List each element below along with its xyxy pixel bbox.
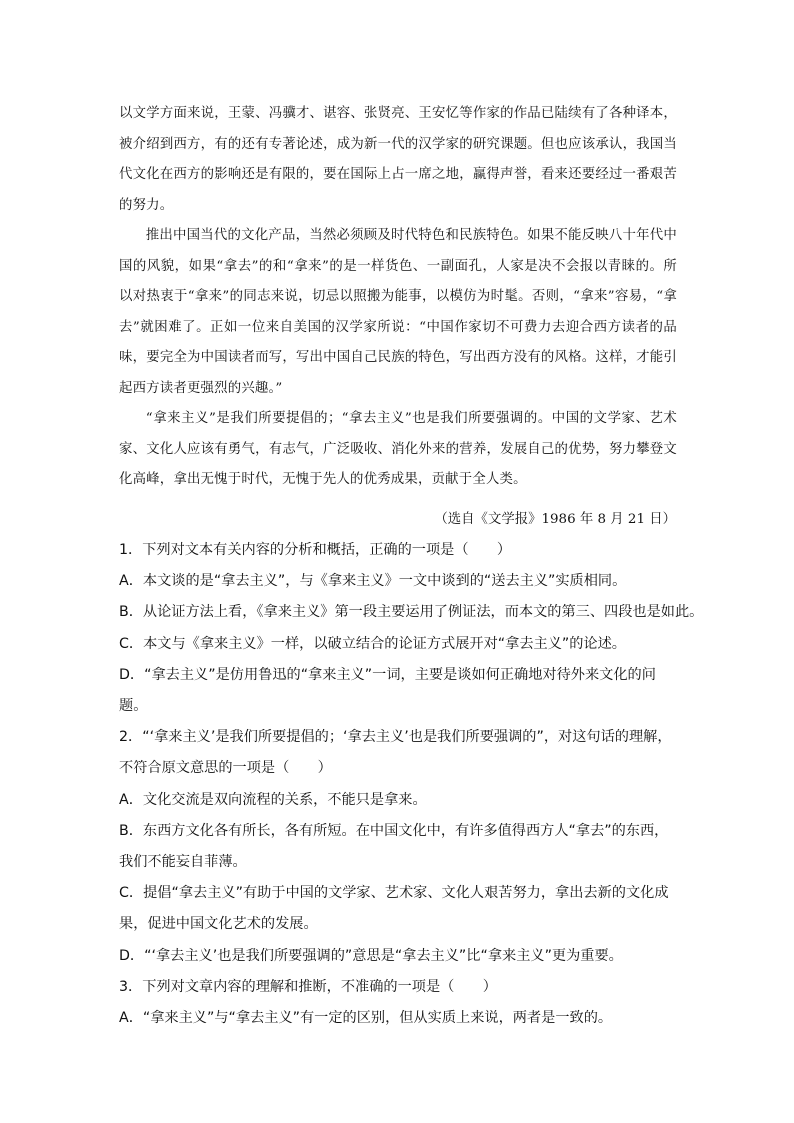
passage-paragraph-3: “拿来主义”是我们所要提倡的；“拿去主义”也是我们所要强调的。中国的文学家、艺术家、文化人应该有勇气，有志气，广泛吸收、消化外来的营养，发展自己的优势，努力攀登文化高峰，拿出无愧于时代，无愧于先人的优秀成果，贡献于全人类。 xyxy=(119,411,677,487)
question-2-option-d: D．“‘拿去主义’也是我们所要强调的”意思是“拿去主义”比“拿来主义”更为重要。 xyxy=(119,947,623,964)
passage-paragraph-2: 推出中国当代的文化产品，当然必须顾及时代特色和民族特色。如果不能反映八十年代中国的风貌，如果“拿去”的和“拿来”的是一样货色、一副面孔，人家是决不会报以青睐的。所以对热衷于“拿来”的同志来说，切忌以照搬为能事，以模仿为时髦。否则，“拿来”容易，“拿去”就困难了。正如一位来自美国的汉学家所说：“中国作家切不可费力去迎合西方读者的品味，要完全为中国读者而写，写出中国自己民族的特色，写出西方没有的风格。这样，才能引起西方读者更强烈的兴趣。” xyxy=(119,228,677,396)
question-1-option-c: C．本文与《拿来主义》一样，以破立结合的论证方式展开对“拿去主义”的论述。 xyxy=(119,635,626,652)
question-2-option-b: B．东西方文化各有所长，各有所短。在中国文化中，有许多值得西方人“拿去”的东西，我们不能妄自菲薄。 xyxy=(119,822,669,871)
question-1-option-b: B．从论证方法上看，《拿来主义》第一段主要运用了例证法，而本文的第三、四段也是如此。 xyxy=(119,604,704,621)
passage-paragraph-1: 以文学方面来说，王蒙、冯骥才、谌容、张贤亮、王安忆等作家的作品已陆续有了各种译本，被介绍到西方，有的还有专著论述，成为新一代的汉学家的研究课题。但也应该承认，我国当代文化在西方的影响还是有限的，要在国际上占一席之地，赢得声誉，看来还要经过一番艰苦的努力。 xyxy=(119,106,677,213)
question-3-option-a: A．“拿来主义”与“拿去主义”有一定的区别，但从实质上来说，两者是一致的。 xyxy=(119,1010,613,1027)
reading-passage xyxy=(119,99,677,496)
question-list xyxy=(119,535,704,1034)
question-1-stem: 1．下列对文本有关内容的分析和概括，正确的一项是（ ） xyxy=(119,542,512,558)
question-1-option-d: D．“拿去主义”是仿用鲁迅的“拿来主义”一词，主要是谈如何正确地对待外来文化的问题。 xyxy=(119,666,656,715)
question-2-stem: 2．“‘拿来主义’是我们所要提倡的；‘拿去主义’也是我们所要强调的”，对这句话的理解，不符合原文意思的一项是（ ） xyxy=(119,729,672,777)
question-2-option-c: C．提倡“拿去主义”有助于中国的文学家、艺术家、文化人艰苦努力，拿出去新的文化成果，促进中国文化艺术的发展。 xyxy=(119,885,669,933)
question-1-option-a: A．本文谈的是“拿去主义”，与《拿来主义》一文中谈到的“送去主义”实质相同。 xyxy=(119,573,627,590)
passage-source: （选自《文学报》1986 年 8 月 21 日） xyxy=(434,512,676,527)
question-2-option-a: A．文化交流是双向流程的关系，不能只是拿来。 xyxy=(119,791,427,808)
question-3-stem: 3．下列对文章内容的理解和推断，不准确的一项是（ ） xyxy=(119,978,497,995)
